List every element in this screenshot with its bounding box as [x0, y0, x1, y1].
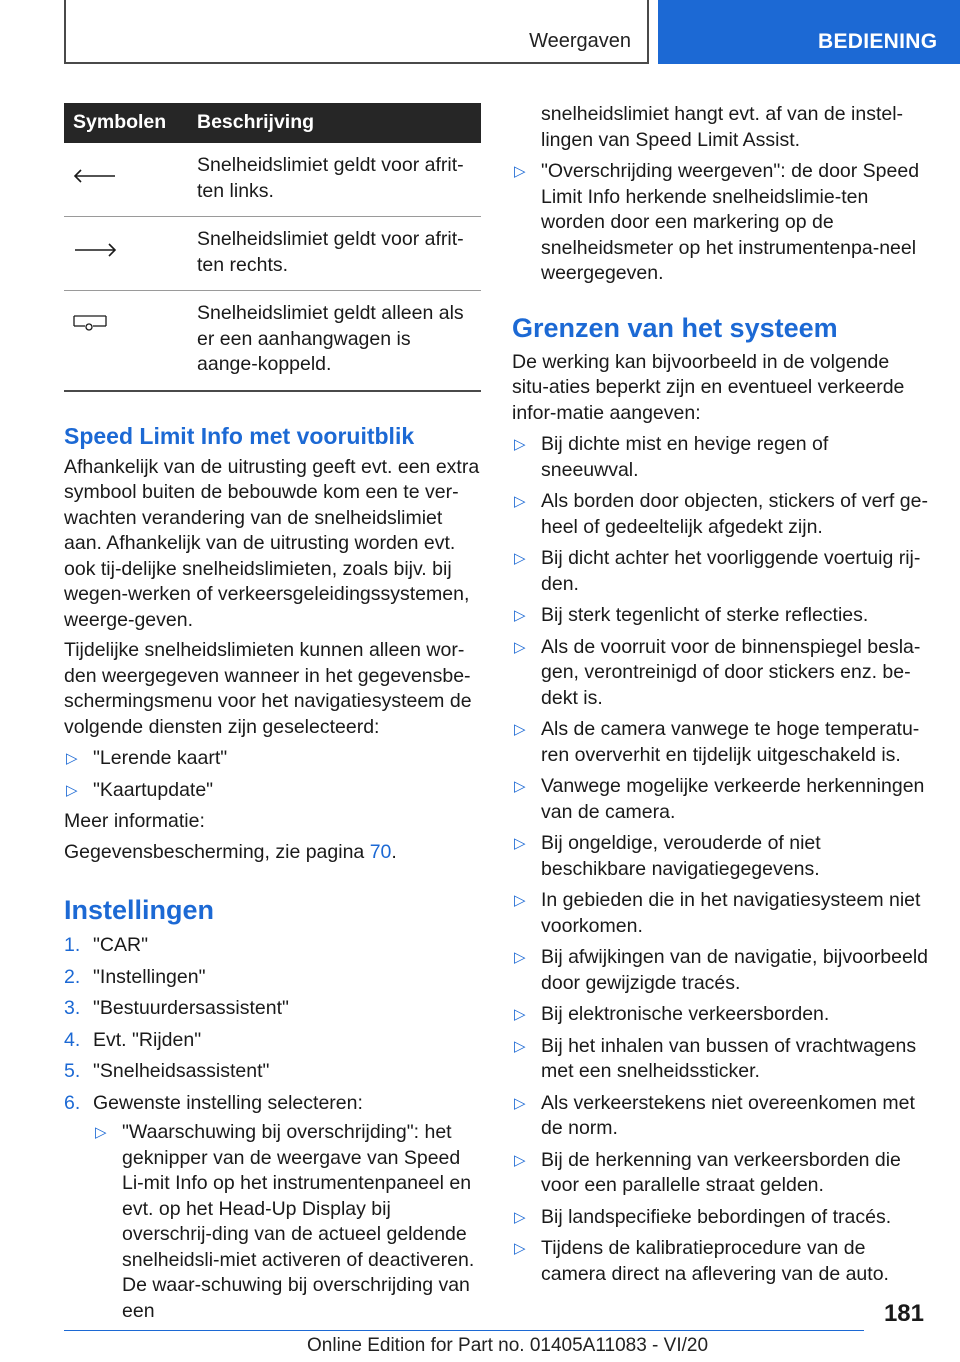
- footer-divider: [64, 1330, 864, 1331]
- table-header-symbols: Symbolen: [64, 103, 197, 143]
- footer-edition: [307, 1335, 708, 1357]
- triangle-bullet-icon: ▷: [514, 835, 526, 852]
- triangle-bullet-icon: ▷: [514, 778, 526, 795]
- list-item: [93, 1120, 481, 1324]
- triangle-bullet-icon: ▷: [66, 781, 78, 799]
- triangle-bullet-icon: ▷: [514, 721, 526, 738]
- left-column: [64, 103, 481, 1330]
- triangle-bullet-icon: ▷: [66, 750, 78, 767]
- list-item-text: "Overschrijding weergeven": de door Speed Limit Info herkende snelheidslimie-ten worden door een markering op de snelheidsmeter op het instrumentenpa-neel weergegeven.: [541, 160, 920, 284]
- list-item: [512, 1236, 928, 1287]
- step-item: [64, 996, 481, 1022]
- list-item-text: Als borden door objecten, stickers of verf ge-heel of gedeeltelijk afgedekt zijn.: [541, 490, 928, 538]
- chapter-tab[interactable]: [658, 0, 960, 64]
- settings-options-continued: [512, 102, 928, 287]
- triangle-bullet-icon: ▷: [514, 638, 526, 656]
- list-item-text: Als de camera vanwege te hoge temperatu-ren oververhit en tijdelijk uitgeschakeld is.: [541, 718, 920, 766]
- list-item-text: "Kaartupdate": [93, 778, 214, 801]
- step-number: 5.: [64, 1060, 81, 1082]
- list-item: [512, 1034, 928, 1085]
- list-item-continued: [512, 102, 928, 153]
- triangle-bullet-icon: ▷: [514, 1006, 526, 1023]
- list-item-text: Als verkeerstekens niet overeenkomen met de norm.: [541, 1091, 915, 1139]
- list-item-text: Bij afwijkingen van de navigatie, bijvoorbeeld door gewijzigde tracés.: [541, 946, 928, 994]
- triangle-bullet-icon: ▷: [95, 1124, 107, 1141]
- step-number: 6.: [64, 1091, 81, 1114]
- list-item: [512, 945, 928, 996]
- triangle-bullet-icon: ▷: [514, 1208, 526, 1226]
- step-number: 2.: [64, 965, 81, 988]
- list-item-text: Bij elektronische verkeersborden.: [541, 1003, 830, 1025]
- section-title: Weergaven: [529, 30, 631, 52]
- chapter-title: BEDIENING: [818, 30, 938, 53]
- list-item: [512, 159, 928, 287]
- table-cell-description: Snelheidslimiet geldt voor afrit-ten links.: [197, 143, 481, 217]
- list-item-text: Bij het inhalen van bussen of vrachtwagens met een snelheidssticker.: [541, 1034, 917, 1082]
- step-number: 1.: [64, 934, 81, 956]
- step-text: "Snelheidsassistent": [93, 1060, 270, 1082]
- list-item-text: In gebieden die in het navigatiesysteem niet voorkomen.: [541, 889, 921, 937]
- speed-limit-paragraph-2: Tijdelijke snelheidslimieten kunnen alleen wor-den weergegeven wanneer in het gegevensbe-schermingsmenu voor het navigatiesysteem de volgende diensten zijn geselecteerd:: [64, 639, 472, 738]
- list-item: [512, 831, 928, 882]
- list-item: [512, 546, 928, 597]
- list-item-text: "Waarschuwing bij overschrijding": het geknipper van de weergave van Speed Li-mit Info op het instrumentenpaneel en evt. op het Head-Up Display bij overschrij-ding van de actueel geldende snelheidsli-miet activeren of deactiveren. De waar-schuwing bij overschrijding van een: [122, 1121, 475, 1322]
- list-item-text: Bij dichte mist en hevige regen of sneeuwval.: [541, 433, 829, 481]
- settings-steps: [64, 933, 481, 1324]
- triangle-bullet-icon: ▷: [514, 892, 526, 909]
- triangle-bullet-icon: ▷: [514, 949, 526, 966]
- list-item: [512, 888, 928, 939]
- symbols-table: [64, 103, 481, 392]
- step-text: "Instellingen": [93, 965, 206, 988]
- step-item: [64, 1059, 481, 1085]
- list-item-text: Bij ongeldige, verouderde of niet beschikbare navigatiegegevens.: [541, 832, 821, 880]
- step-text: "CAR": [93, 934, 149, 956]
- more-info-label: Meer informatie:: [64, 810, 205, 832]
- list-item: [64, 746, 481, 772]
- step-text: Evt. "Rijden": [93, 1028, 202, 1051]
- list-item: [512, 1148, 928, 1199]
- services-list: [64, 746, 481, 803]
- list-item-text: Bij sterk tegenlicht of sterke reflecties.: [541, 604, 869, 626]
- settings-heading: Instellingen: [64, 895, 215, 925]
- triangle-bullet-icon: ▷: [514, 436, 526, 453]
- table-row: [64, 217, 481, 291]
- triangle-bullet-icon: ▷: [514, 1037, 526, 1055]
- cross-reference-text: Gegevensbescherming, zie pagina: [64, 840, 370, 863]
- list-item: [512, 603, 928, 629]
- list-item-text: Bij landspecifieke bebordingen of tracés.: [541, 1205, 892, 1228]
- list-item: [512, 432, 928, 483]
- triangle-bullet-icon: ▷: [514, 163, 526, 180]
- list-item: [512, 774, 928, 825]
- list-item-text: "Lerende kaart": [93, 747, 228, 769]
- step-text: "Bestuurdersassistent": [93, 997, 289, 1019]
- list-item: [512, 489, 928, 540]
- table-cell-description: Snelheidslimiet geldt alleen als er een aanhangwagen is aange-koppeld.: [197, 291, 481, 391]
- step-number: 3.: [64, 997, 81, 1019]
- triangle-bullet-icon: ▷: [514, 1094, 526, 1112]
- list-item-text: Vanwege mogelijke verkeerde herkenningen van de camera.: [541, 775, 925, 823]
- list-item-text: Als de voorruit voor de binnenspiegel besla-gen, verontreinigd of door stickers enz. be-dekt is.: [541, 635, 921, 709]
- list-item-text: Bij dicht achter het voorliggende voertuig rij-den.: [541, 547, 921, 595]
- system-limits-heading: Grenzen van het systeem: [512, 312, 838, 343]
- cross-reference-end: .: [391, 840, 397, 863]
- list-item-text: Tijdens de kalibratieprocedure van de camera direct na aflevering van de auto.: [541, 1237, 889, 1285]
- speed-limit-heading: Speed Limit Info met vooruitblik: [64, 422, 415, 449]
- list-item: [512, 1091, 928, 1142]
- triangle-bullet-icon: ▷: [514, 550, 526, 567]
- header-section-box: [64, 0, 649, 64]
- system-limits-list: [512, 432, 928, 1287]
- table-header-description: Beschrijving: [197, 103, 481, 143]
- triangle-bullet-icon: ▷: [514, 1240, 526, 1257]
- triangle-bullet-icon: ▷: [514, 607, 526, 624]
- list-item: [64, 778, 481, 804]
- step-item: [64, 1028, 481, 1054]
- list-item: [512, 1205, 928, 1231]
- triangle-bullet-icon: ▷: [514, 1151, 526, 1169]
- step-number: 4.: [64, 1028, 81, 1051]
- list-item-text: snelheidslimiet hangt evt. af van de instel-lingen van Speed Limit Assist.: [541, 103, 904, 151]
- step-item: [64, 933, 481, 959]
- list-item: [512, 635, 928, 712]
- step-item: [64, 1091, 481, 1325]
- trailer-icon: [73, 315, 107, 331]
- cross-reference: [64, 840, 481, 866]
- list-item: [512, 717, 928, 768]
- settings-options-list: [93, 1120, 481, 1324]
- table-row: [64, 143, 481, 217]
- speed-limit-paragraph-1: Afhankelijk van de uitrusting geeft evt. een extra symbool buiten de bebouwde kom een te ver-wachten verandering van de snelheidslimiet aan. Afhankelijk van de uitrusting worden evt. ook tij-delijke snelheidslimieten, zoals bijv. bij wegen-werken of verkeersgeleidingssystemen, weerge-geven.: [64, 455, 480, 631]
- page-number: 181: [883, 1300, 924, 1327]
- right-column: [512, 103, 928, 1293]
- system-limits-intro: De werking kan bijvoorbeeld in de volgende situ-aties beperkt zijn en eventueel verkeerde infor-matie aangeven:: [512, 350, 905, 424]
- edition-text: Online Edition for Part no. 01405A11083 - VI/20: [307, 1335, 709, 1356]
- table-cell-description: Snelheidslimiet geldt voor afrit-ten rechts.: [197, 217, 481, 291]
- table-row: [64, 291, 481, 391]
- list-item-text: Bij de herkenning van verkeersborden die voor een parallelle straat gelden.: [541, 1148, 901, 1196]
- arrow-right-icon: [73, 243, 117, 257]
- triangle-bullet-icon: ▷: [514, 493, 526, 510]
- list-item: [512, 1002, 928, 1028]
- arrow-left-icon: [73, 169, 117, 183]
- step-text: Gewenste instelling selecteren:: [93, 1091, 363, 1114]
- step-item: [64, 965, 481, 991]
- page-link[interactable]: 70: [369, 840, 392, 863]
